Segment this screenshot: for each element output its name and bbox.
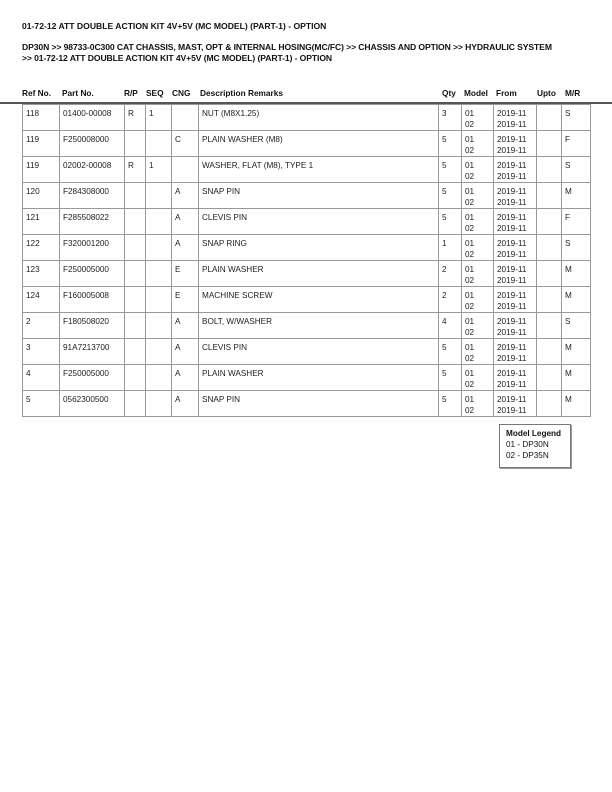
mr-cell <box>562 261 591 287</box>
seq-cell <box>146 339 172 365</box>
qty-cell <box>439 157 462 183</box>
model-cell-text: 01 <box>465 239 475 248</box>
part-number-cell-text: F180508020 <box>63 317 109 326</box>
qty-cell-text: 5 <box>442 161 447 170</box>
ref-cell <box>23 313 60 339</box>
ref-cell-text: 122 <box>26 239 40 248</box>
from-cell-text: 2019-11 <box>497 406 527 415</box>
qty-cell-text: 5 <box>442 213 447 222</box>
part-number-cell <box>60 235 125 261</box>
from-cell <box>494 131 537 157</box>
part-number-cell-text: 01400-00008 <box>63 109 112 118</box>
table-row <box>23 365 591 391</box>
cng-cell <box>172 105 199 131</box>
mr-cell-text: M <box>565 187 572 196</box>
part-number-cell-text: F250005000 <box>63 369 109 378</box>
from-cell-text: 2019-11 <box>497 380 527 389</box>
ref-cell-text: 119 <box>26 135 40 144</box>
cng-cell-text: A <box>175 317 181 326</box>
mr-cell-text: F <box>565 213 571 222</box>
mr-cell-text: M <box>565 369 572 378</box>
qty-cell <box>439 235 462 261</box>
ref-cell-text: 5 <box>26 395 31 404</box>
description-cell-text: MACHINE SCREW <box>202 291 273 300</box>
rp-cell <box>125 287 146 313</box>
qty-cell <box>439 105 462 131</box>
cng-cell <box>172 157 199 183</box>
model-cell <box>462 183 494 209</box>
rp-cell <box>125 105 146 131</box>
description-cell <box>199 105 439 131</box>
rp-cell <box>125 157 146 183</box>
col-seq: SEQ <box>146 88 164 98</box>
cng-cell <box>172 339 199 365</box>
part-number-cell-text: F284308000 <box>63 187 109 196</box>
from-cell-text: 2019-11 <box>497 109 527 118</box>
part-number-cell-text: F320001200 <box>63 239 109 248</box>
model-cell-text: 01 <box>465 291 475 300</box>
qty-cell <box>439 209 462 235</box>
description-cell-text: SNAP PIN <box>202 187 241 196</box>
description-cell <box>199 339 439 365</box>
ref-cell <box>23 131 60 157</box>
from-cell-text: 2019-11 <box>497 172 527 181</box>
part-number-cell <box>60 183 125 209</box>
qty-cell <box>439 313 462 339</box>
legend-item: 01 - DP30N <box>506 440 549 449</box>
parts-table <box>22 104 591 417</box>
part-number-cell <box>60 391 125 417</box>
from-cell <box>494 209 537 235</box>
col-upto: Upto <box>537 88 556 98</box>
col-desc: Description Remarks <box>200 88 284 98</box>
mr-cell-text: F <box>565 135 571 144</box>
from-cell-text: 2019-11 <box>497 146 527 155</box>
from-cell-text: 2019-11 <box>497 291 527 300</box>
cng-cell-text: E <box>175 291 181 300</box>
description-cell-text: CLEVIS PIN <box>202 343 248 352</box>
model-cell <box>462 105 494 131</box>
part-number-cell <box>60 105 125 131</box>
part-number-cell <box>60 339 125 365</box>
cng-cell <box>172 391 199 417</box>
from-cell-text: 2019-11 <box>497 239 527 248</box>
mr-cell-text: M <box>565 343 572 352</box>
qty-cell-text: 5 <box>442 187 447 196</box>
part-number-cell <box>60 261 125 287</box>
qty-cell <box>439 365 462 391</box>
mr-cell <box>562 209 591 235</box>
mr-cell-text: S <box>565 317 571 326</box>
description-cell-text: SNAP PIN <box>202 395 241 404</box>
table-row <box>23 313 591 339</box>
ref-cell-text: 119 <box>26 161 40 170</box>
cng-cell <box>172 235 199 261</box>
part-number-cell <box>60 209 125 235</box>
ref-cell-text: 2 <box>26 317 31 326</box>
table-row <box>23 183 591 209</box>
model-cell-text: 01 <box>465 187 475 196</box>
ref-cell-text: 118 <box>26 109 40 118</box>
from-cell-text: 2019-11 <box>497 224 527 233</box>
rp-cell <box>125 365 146 391</box>
from-cell <box>494 287 537 313</box>
table-header <box>22 88 590 100</box>
cng-cell <box>172 287 199 313</box>
mr-cell <box>562 131 591 157</box>
from-cell <box>494 261 537 287</box>
ref-cell <box>23 339 60 365</box>
model-cell <box>462 261 494 287</box>
from-cell-text: 2019-11 <box>497 328 527 337</box>
description-cell-text: WASHER, FLAT (M8), TYPE 1 <box>202 161 314 170</box>
from-cell <box>494 157 537 183</box>
seq-cell <box>146 235 172 261</box>
mr-cell <box>562 157 591 183</box>
part-number-cell-text: 02002-00008 <box>63 161 112 170</box>
ref-cell <box>23 391 60 417</box>
from-cell-text: 2019-11 <box>497 187 527 196</box>
cng-cell <box>172 209 199 235</box>
model-cell-text: 01 <box>465 317 475 326</box>
cng-cell-text: A <box>175 213 181 222</box>
model-cell <box>462 209 494 235</box>
breadcrumb <box>22 42 610 64</box>
seq-cell-text: 1 <box>149 109 154 118</box>
from-cell-text: 2019-11 <box>497 120 527 129</box>
from-cell <box>494 391 537 417</box>
mr-cell <box>562 235 591 261</box>
col-model: Model <box>464 88 488 98</box>
model-cell-text: 02 <box>465 224 475 233</box>
ref-cell-text: 121 <box>26 213 40 222</box>
ref-cell <box>23 261 60 287</box>
model-cell-text: 01 <box>465 135 475 144</box>
model-cell-text: 01 <box>465 213 475 222</box>
qty-cell-text: 5 <box>442 135 447 144</box>
upto-cell <box>537 105 562 131</box>
model-cell <box>462 287 494 313</box>
from-cell-text: 2019-11 <box>497 161 527 170</box>
description-cell-text: SNAP RING <box>202 239 247 248</box>
upto-cell <box>537 131 562 157</box>
model-cell <box>462 391 494 417</box>
from-cell <box>494 339 537 365</box>
from-cell-text: 2019-11 <box>497 250 527 259</box>
model-cell-text: 01 <box>465 265 475 274</box>
rp-cell <box>125 209 146 235</box>
upto-cell <box>537 183 562 209</box>
model-cell-text: 02 <box>465 250 475 259</box>
description-cell-text: PLAIN WASHER <box>202 369 264 378</box>
qty-cell-text: 4 <box>442 317 447 326</box>
cng-cell <box>172 261 199 287</box>
from-cell <box>494 235 537 261</box>
ref-cell <box>23 365 60 391</box>
description-cell <box>199 365 439 391</box>
part-number-cell-text: F250005000 <box>63 265 109 274</box>
table-row <box>23 105 591 131</box>
description-cell-text: BOLT, W/WASHER <box>202 317 273 326</box>
from-cell-text: 2019-11 <box>497 395 527 404</box>
part-number-cell-text: F250008000 <box>63 135 109 144</box>
model-cell-text: 02 <box>465 406 475 415</box>
cng-cell <box>172 365 199 391</box>
ref-cell <box>23 183 60 209</box>
table-row <box>23 131 591 157</box>
description-cell <box>199 391 439 417</box>
seq-cell <box>146 365 172 391</box>
mr-cell <box>562 183 591 209</box>
seq-cell-text: 1 <box>149 161 154 170</box>
cng-cell-text: A <box>175 187 181 196</box>
upto-cell <box>537 235 562 261</box>
col-mr: M/R <box>565 88 581 98</box>
upto-cell <box>537 391 562 417</box>
upto-cell <box>537 287 562 313</box>
description-cell <box>199 313 439 339</box>
model-cell <box>462 313 494 339</box>
part-number-cell-text: 91A7213700 <box>63 343 110 352</box>
qty-cell-text: 3 <box>442 109 447 118</box>
from-cell-text: 2019-11 <box>497 213 527 222</box>
from-cell-text: 2019-11 <box>497 302 527 311</box>
qty-cell <box>439 391 462 417</box>
seq-cell <box>146 209 172 235</box>
ref-cell <box>23 287 60 313</box>
from-cell-text: 2019-11 <box>497 369 527 378</box>
table-row <box>23 339 591 365</box>
cng-cell <box>172 131 199 157</box>
model-cell-text: 01 <box>465 109 475 118</box>
col-qty: Qty <box>442 88 456 98</box>
rp-cell-text: R <box>128 109 134 118</box>
table-row <box>23 157 591 183</box>
ref-cell-text: 123 <box>26 265 40 274</box>
model-cell-text: 02 <box>465 276 475 285</box>
col-cng: CNG <box>172 88 191 98</box>
rp-cell <box>125 131 146 157</box>
rp-cell <box>125 235 146 261</box>
mr-cell <box>562 391 591 417</box>
rp-cell <box>125 261 146 287</box>
from-cell-text: 2019-11 <box>497 317 527 326</box>
part-number-cell <box>60 131 125 157</box>
model-cell-text: 01 <box>465 343 475 352</box>
qty-cell <box>439 339 462 365</box>
part-number-cell-text: F160005008 <box>63 291 109 300</box>
from-cell <box>494 183 537 209</box>
cng-cell-text: E <box>175 265 181 274</box>
description-cell <box>199 157 439 183</box>
ref-cell <box>23 235 60 261</box>
table-row <box>23 235 591 261</box>
rp-cell <box>125 183 146 209</box>
model-cell-text: 01 <box>465 161 475 170</box>
from-cell <box>494 313 537 339</box>
model-cell-text: 02 <box>465 198 475 207</box>
part-number-cell-text: 0562300500 <box>63 395 109 404</box>
model-cell-text: 02 <box>465 120 475 129</box>
model-cell <box>462 131 494 157</box>
part-number-cell <box>60 313 125 339</box>
from-cell-text: 2019-11 <box>497 276 527 285</box>
from-cell-text: 2019-11 <box>497 198 527 207</box>
col-rp: R/P <box>124 88 138 98</box>
qty-cell-text: 1 <box>442 239 447 248</box>
col-part: Part No. <box>62 88 94 98</box>
model-legend <box>499 424 571 468</box>
from-cell-text: 2019-11 <box>497 135 527 144</box>
description-cell-text: PLAIN WASHER (M8) <box>202 135 283 144</box>
upto-cell <box>537 157 562 183</box>
mr-cell <box>562 365 591 391</box>
upto-cell <box>537 209 562 235</box>
rp-cell <box>125 391 146 417</box>
legend-title: Model Legend <box>506 429 562 438</box>
qty-cell-text: 5 <box>442 395 447 404</box>
rp-cell <box>125 313 146 339</box>
seq-cell <box>146 313 172 339</box>
col-from: From <box>496 88 517 98</box>
mr-cell <box>562 287 591 313</box>
mr-cell <box>562 105 591 131</box>
model-cell-text: 02 <box>465 302 475 311</box>
part-number-cell <box>60 365 125 391</box>
upto-cell <box>537 261 562 287</box>
ref-cell-text: 124 <box>26 291 40 300</box>
model-cell-text: 02 <box>465 380 475 389</box>
table-row <box>23 209 591 235</box>
description-cell <box>199 287 439 313</box>
qty-cell <box>439 261 462 287</box>
upto-cell <box>537 313 562 339</box>
ref-cell <box>23 157 60 183</box>
from-cell <box>494 365 537 391</box>
cng-cell-text: C <box>175 135 181 144</box>
description-cell <box>199 131 439 157</box>
cng-cell <box>172 183 199 209</box>
model-cell <box>462 157 494 183</box>
model-cell <box>462 235 494 261</box>
model-cell <box>462 365 494 391</box>
model-cell-text: 01 <box>465 395 475 404</box>
seq-cell <box>146 391 172 417</box>
part-number-cell <box>60 157 125 183</box>
page-title: 01-72-12 ATT DOUBLE ACTION KIT 4V+5V (MC MODEL) (PART-1) - OPTION <box>22 21 327 31</box>
seq-cell <box>146 183 172 209</box>
table-row <box>23 261 591 287</box>
from-cell-text: 2019-11 <box>497 265 527 274</box>
part-number-cell <box>60 287 125 313</box>
from-cell-text: 2019-11 <box>497 343 527 352</box>
qty-cell-text: 5 <box>442 343 447 352</box>
seq-cell <box>146 105 172 131</box>
qty-cell <box>439 131 462 157</box>
upto-cell <box>537 365 562 391</box>
mr-cell-text: M <box>565 291 572 300</box>
ref-cell <box>23 105 60 131</box>
model-cell-text: 02 <box>465 172 475 181</box>
table-row <box>23 287 591 313</box>
breadcrumb-line-1: DP30N >> 98733-0C300 CAT CHASSIS, MAST, OPT & INTERNAL HOSING(MC/FC) >> CHASSIS AND OPTION >> HYDRAULIC SYSTEM <box>22 42 552 52</box>
rp-cell-text: R <box>128 161 134 170</box>
description-cell-text: NUT (M8X1.25) <box>202 109 260 118</box>
upto-cell <box>537 339 562 365</box>
cng-cell-text: A <box>175 343 181 352</box>
mr-cell-text: S <box>565 161 571 170</box>
description-cell <box>199 235 439 261</box>
description-cell-text: CLEVIS PIN <box>202 213 248 222</box>
description-cell-text: PLAIN WASHER <box>202 265 264 274</box>
qty-cell-text: 5 <box>442 369 447 378</box>
mr-cell-text: S <box>565 239 571 248</box>
cng-cell-text: A <box>175 369 181 378</box>
breadcrumb-line-2: >> 01-72-12 ATT DOUBLE ACTION KIT 4V+5V (MC MODEL) (PART-1) - OPTION <box>22 53 333 63</box>
ref-cell <box>23 209 60 235</box>
rp-cell <box>125 339 146 365</box>
table-row <box>23 391 591 417</box>
mr-cell <box>562 339 591 365</box>
seq-cell <box>146 287 172 313</box>
cng-cell <box>172 313 199 339</box>
model-cell-text: 02 <box>465 354 475 363</box>
mr-cell-text: S <box>565 109 571 118</box>
mr-cell-text: M <box>565 395 572 404</box>
model-cell-text: 02 <box>465 328 475 337</box>
cng-cell-text: A <box>175 239 181 248</box>
qty-cell <box>439 183 462 209</box>
legend-item: 02 - DP35N <box>506 450 549 460</box>
model-cell-text: 02 <box>465 146 475 155</box>
cng-cell-text: A <box>175 395 181 404</box>
description-cell <box>199 183 439 209</box>
mr-cell <box>562 313 591 339</box>
model-cell <box>462 339 494 365</box>
ref-cell-text: 4 <box>26 369 31 378</box>
col-ref: Ref No. <box>22 88 52 98</box>
ref-cell-text: 120 <box>26 187 40 196</box>
model-cell-text: 01 <box>465 369 475 378</box>
description-cell <box>199 261 439 287</box>
from-cell-text: 2019-11 <box>497 354 527 363</box>
qty-cell <box>439 287 462 313</box>
ref-cell-text: 3 <box>26 343 31 352</box>
qty-cell-text: 2 <box>442 291 447 300</box>
description-cell <box>199 209 439 235</box>
qty-cell-text: 2 <box>442 265 447 274</box>
part-number-cell-text: F285508022 <box>63 213 109 222</box>
seq-cell <box>146 131 172 157</box>
mr-cell-text: M <box>565 265 572 274</box>
seq-cell <box>146 157 172 183</box>
seq-cell <box>146 261 172 287</box>
from-cell <box>494 105 537 131</box>
